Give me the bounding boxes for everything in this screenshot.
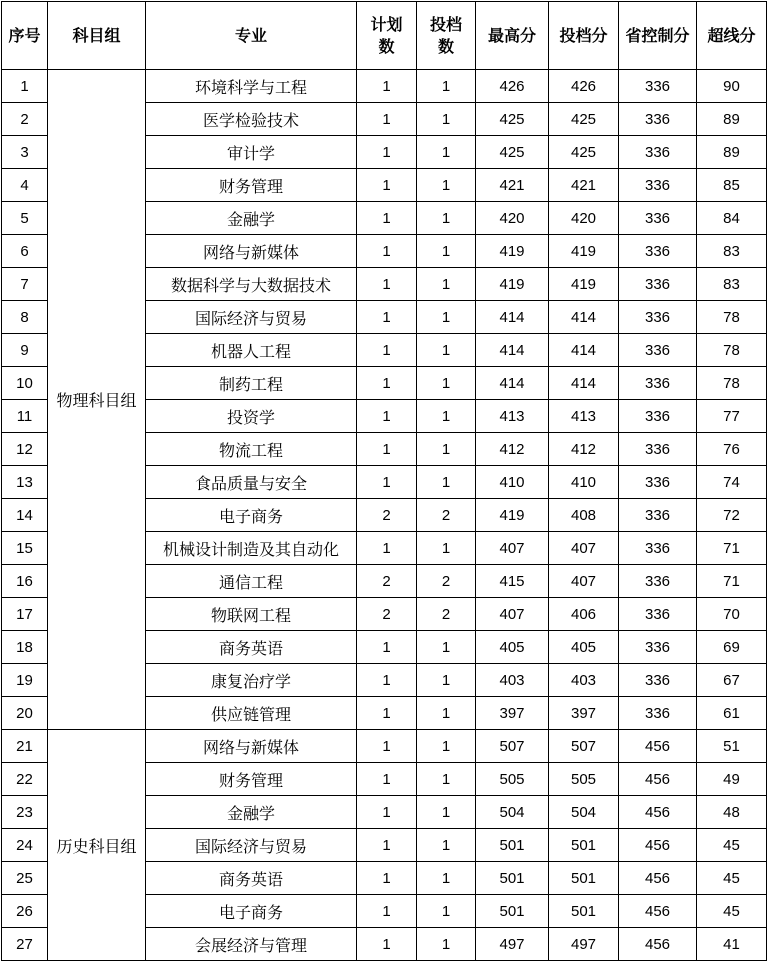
row-control-score: 336 bbox=[619, 103, 697, 136]
row-control-score: 336 bbox=[619, 136, 697, 169]
row-filed-count: 2 bbox=[417, 598, 476, 631]
row-filing-score: 425 bbox=[549, 136, 619, 169]
row-control-score: 456 bbox=[619, 829, 697, 862]
row-plan-count: 2 bbox=[357, 565, 417, 598]
row-over-line: 83 bbox=[697, 268, 767, 301]
row-plan-count: 1 bbox=[357, 763, 417, 796]
row-filed-count: 1 bbox=[417, 466, 476, 499]
row-filed-count: 1 bbox=[417, 103, 476, 136]
row-over-line: 67 bbox=[697, 664, 767, 697]
row-filed-count: 1 bbox=[417, 862, 476, 895]
row-filing-score: 507 bbox=[549, 730, 619, 763]
row-major: 康复治疗学 bbox=[146, 664, 357, 697]
row-major: 商务英语 bbox=[146, 862, 357, 895]
header-max-score: 最高分 bbox=[476, 2, 549, 70]
row-index: 5 bbox=[2, 202, 48, 235]
row-max-score: 504 bbox=[476, 796, 549, 829]
row-filed-count: 1 bbox=[417, 202, 476, 235]
row-control-score: 336 bbox=[619, 367, 697, 400]
row-index: 11 bbox=[2, 400, 48, 433]
row-over-line: 69 bbox=[697, 631, 767, 664]
row-over-line: 76 bbox=[697, 433, 767, 466]
row-plan-count: 1 bbox=[357, 697, 417, 730]
row-filed-count: 1 bbox=[417, 664, 476, 697]
row-max-score: 410 bbox=[476, 466, 549, 499]
row-index: 26 bbox=[2, 895, 48, 928]
row-plan-count: 1 bbox=[357, 862, 417, 895]
row-control-score: 336 bbox=[619, 301, 697, 334]
row-over-line: 74 bbox=[697, 466, 767, 499]
row-major: 金融学 bbox=[146, 202, 357, 235]
row-filing-score: 425 bbox=[549, 103, 619, 136]
row-plan-count: 2 bbox=[357, 499, 417, 532]
row-plan-count: 1 bbox=[357, 532, 417, 565]
row-plan-count: 1 bbox=[357, 169, 417, 202]
row-over-line: 45 bbox=[697, 829, 767, 862]
row-major: 审计学 bbox=[146, 136, 357, 169]
row-major: 电子商务 bbox=[146, 499, 357, 532]
row-index: 3 bbox=[2, 136, 48, 169]
row-index: 14 bbox=[2, 499, 48, 532]
row-max-score: 407 bbox=[476, 598, 549, 631]
row-major: 国际经济与贸易 bbox=[146, 301, 357, 334]
row-control-score: 456 bbox=[619, 730, 697, 763]
row-over-line: 89 bbox=[697, 103, 767, 136]
row-index: 23 bbox=[2, 796, 48, 829]
row-plan-count: 1 bbox=[357, 202, 417, 235]
row-control-score: 336 bbox=[619, 202, 697, 235]
row-filed-count: 1 bbox=[417, 70, 476, 103]
row-max-score: 501 bbox=[476, 862, 549, 895]
row-index: 12 bbox=[2, 433, 48, 466]
row-index: 25 bbox=[2, 862, 48, 895]
row-control-score: 336 bbox=[619, 169, 697, 202]
row-filed-count: 1 bbox=[417, 136, 476, 169]
row-max-score: 414 bbox=[476, 334, 549, 367]
row-major: 物流工程 bbox=[146, 433, 357, 466]
row-max-score: 412 bbox=[476, 433, 549, 466]
row-over-line: 41 bbox=[697, 928, 767, 961]
row-control-score: 336 bbox=[619, 433, 697, 466]
row-max-score: 419 bbox=[476, 499, 549, 532]
row-filed-count: 1 bbox=[417, 367, 476, 400]
row-filed-count: 1 bbox=[417, 334, 476, 367]
row-major: 医学检验技术 bbox=[146, 103, 357, 136]
row-control-score: 336 bbox=[619, 697, 697, 730]
subject-group-cell: 物理科目组 bbox=[48, 70, 146, 730]
row-major: 数据科学与大数据技术 bbox=[146, 268, 357, 301]
row-filing-score: 397 bbox=[549, 697, 619, 730]
row-over-line: 72 bbox=[697, 499, 767, 532]
row-over-line: 90 bbox=[697, 70, 767, 103]
row-major: 网络与新媒体 bbox=[146, 730, 357, 763]
header-control-score: 省控制分 bbox=[619, 2, 697, 70]
row-control-score: 336 bbox=[619, 235, 697, 268]
row-major: 供应链管理 bbox=[146, 697, 357, 730]
row-filing-score: 414 bbox=[549, 367, 619, 400]
row-filed-count: 2 bbox=[417, 499, 476, 532]
row-major: 机械设计制造及其自动化 bbox=[146, 532, 357, 565]
row-over-line: 83 bbox=[697, 235, 767, 268]
row-over-line: 45 bbox=[697, 862, 767, 895]
row-major: 商务英语 bbox=[146, 631, 357, 664]
row-control-score: 336 bbox=[619, 565, 697, 598]
row-filing-score: 504 bbox=[549, 796, 619, 829]
row-max-score: 426 bbox=[476, 70, 549, 103]
header-major: 专业 bbox=[146, 2, 357, 70]
row-max-score: 425 bbox=[476, 103, 549, 136]
table-body bbox=[2, 70, 767, 961]
row-over-line: 89 bbox=[697, 136, 767, 169]
row-plan-count: 1 bbox=[357, 400, 417, 433]
row-filed-count: 1 bbox=[417, 301, 476, 334]
row-filing-score: 421 bbox=[549, 169, 619, 202]
row-filing-score: 419 bbox=[549, 268, 619, 301]
row-index: 24 bbox=[2, 829, 48, 862]
row-filing-score: 501 bbox=[549, 895, 619, 928]
row-over-line: 85 bbox=[697, 169, 767, 202]
row-max-score: 405 bbox=[476, 631, 549, 664]
table-row bbox=[2, 70, 767, 103]
row-major: 网络与新媒体 bbox=[146, 235, 357, 268]
row-plan-count: 1 bbox=[357, 235, 417, 268]
row-max-score: 419 bbox=[476, 235, 549, 268]
row-major: 国际经济与贸易 bbox=[146, 829, 357, 862]
row-over-line: 71 bbox=[697, 565, 767, 598]
table-header-row bbox=[2, 2, 767, 70]
header-filed-count: 投档数 bbox=[417, 2, 476, 70]
row-index: 19 bbox=[2, 664, 48, 697]
row-max-score: 507 bbox=[476, 730, 549, 763]
row-filed-count: 2 bbox=[417, 565, 476, 598]
row-filing-score: 405 bbox=[549, 631, 619, 664]
row-control-score: 456 bbox=[619, 763, 697, 796]
row-major: 环境科学与工程 bbox=[146, 70, 357, 103]
row-major: 物联网工程 bbox=[146, 598, 357, 631]
row-over-line: 51 bbox=[697, 730, 767, 763]
header-index: 序号 bbox=[2, 2, 48, 70]
row-filed-count: 1 bbox=[417, 433, 476, 466]
header-filing-score: 投档分 bbox=[549, 2, 619, 70]
row-plan-count: 1 bbox=[357, 70, 417, 103]
row-plan-count: 1 bbox=[357, 103, 417, 136]
subject-group-cell: 历史科目组 bbox=[48, 730, 146, 961]
row-index: 22 bbox=[2, 763, 48, 796]
row-index: 15 bbox=[2, 532, 48, 565]
row-over-line: 61 bbox=[697, 697, 767, 730]
row-filing-score: 414 bbox=[549, 334, 619, 367]
row-max-score: 407 bbox=[476, 532, 549, 565]
row-over-line: 71 bbox=[697, 532, 767, 565]
row-filed-count: 1 bbox=[417, 268, 476, 301]
row-index: 8 bbox=[2, 301, 48, 334]
row-filed-count: 1 bbox=[417, 532, 476, 565]
row-filing-score: 505 bbox=[549, 763, 619, 796]
row-filing-score: 426 bbox=[549, 70, 619, 103]
row-plan-count: 1 bbox=[357, 466, 417, 499]
row-major: 财务管理 bbox=[146, 169, 357, 202]
row-control-score: 336 bbox=[619, 631, 697, 664]
row-plan-count: 1 bbox=[357, 664, 417, 697]
row-over-line: 45 bbox=[697, 895, 767, 928]
row-control-score: 336 bbox=[619, 664, 697, 697]
row-control-score: 336 bbox=[619, 268, 697, 301]
row-over-line: 77 bbox=[697, 400, 767, 433]
row-index: 2 bbox=[2, 103, 48, 136]
row-index: 20 bbox=[2, 697, 48, 730]
row-index: 13 bbox=[2, 466, 48, 499]
row-filing-score: 407 bbox=[549, 532, 619, 565]
row-control-score: 336 bbox=[619, 499, 697, 532]
row-control-score: 336 bbox=[619, 334, 697, 367]
row-plan-count: 1 bbox=[357, 268, 417, 301]
row-index: 17 bbox=[2, 598, 48, 631]
row-index: 4 bbox=[2, 169, 48, 202]
row-major: 制药工程 bbox=[146, 367, 357, 400]
row-index: 7 bbox=[2, 268, 48, 301]
row-max-score: 419 bbox=[476, 268, 549, 301]
row-over-line: 70 bbox=[697, 598, 767, 631]
row-over-line: 49 bbox=[697, 763, 767, 796]
row-filed-count: 1 bbox=[417, 730, 476, 763]
header-over-line: 超线分 bbox=[697, 2, 767, 70]
row-control-score: 336 bbox=[619, 400, 697, 433]
row-filing-score: 420 bbox=[549, 202, 619, 235]
row-over-line: 78 bbox=[697, 334, 767, 367]
row-index: 21 bbox=[2, 730, 48, 763]
row-plan-count: 1 bbox=[357, 136, 417, 169]
row-index: 18 bbox=[2, 631, 48, 664]
row-major: 电子商务 bbox=[146, 895, 357, 928]
row-major: 财务管理 bbox=[146, 763, 357, 796]
row-major: 食品质量与安全 bbox=[146, 466, 357, 499]
admission-scores-table bbox=[1, 1, 767, 961]
row-max-score: 505 bbox=[476, 763, 549, 796]
row-filing-score: 501 bbox=[549, 862, 619, 895]
row-control-score: 336 bbox=[619, 466, 697, 499]
row-index: 9 bbox=[2, 334, 48, 367]
row-plan-count: 1 bbox=[357, 895, 417, 928]
row-plan-count: 1 bbox=[357, 730, 417, 763]
row-filing-score: 413 bbox=[549, 400, 619, 433]
row-max-score: 403 bbox=[476, 664, 549, 697]
row-max-score: 414 bbox=[476, 301, 549, 334]
row-control-score: 456 bbox=[619, 862, 697, 895]
table-row bbox=[2, 730, 767, 763]
row-max-score: 415 bbox=[476, 565, 549, 598]
row-filed-count: 1 bbox=[417, 829, 476, 862]
row-control-score: 336 bbox=[619, 532, 697, 565]
row-filing-score: 419 bbox=[549, 235, 619, 268]
row-filed-count: 1 bbox=[417, 928, 476, 961]
row-index: 6 bbox=[2, 235, 48, 268]
row-filing-score: 408 bbox=[549, 499, 619, 532]
row-plan-count: 1 bbox=[357, 796, 417, 829]
row-filing-score: 407 bbox=[549, 565, 619, 598]
row-max-score: 420 bbox=[476, 202, 549, 235]
row-max-score: 397 bbox=[476, 697, 549, 730]
row-plan-count: 1 bbox=[357, 433, 417, 466]
row-major: 会展经济与管理 bbox=[146, 928, 357, 961]
row-over-line: 78 bbox=[697, 301, 767, 334]
row-index: 1 bbox=[2, 70, 48, 103]
row-max-score: 501 bbox=[476, 895, 549, 928]
row-filed-count: 1 bbox=[417, 895, 476, 928]
row-filed-count: 1 bbox=[417, 697, 476, 730]
row-max-score: 501 bbox=[476, 829, 549, 862]
row-filing-score: 410 bbox=[549, 466, 619, 499]
row-control-score: 336 bbox=[619, 598, 697, 631]
row-max-score: 414 bbox=[476, 367, 549, 400]
header-plan-count: 计划数 bbox=[357, 2, 417, 70]
row-filed-count: 1 bbox=[417, 235, 476, 268]
row-over-line: 48 bbox=[697, 796, 767, 829]
row-filed-count: 1 bbox=[417, 631, 476, 664]
row-index: 10 bbox=[2, 367, 48, 400]
row-major: 金融学 bbox=[146, 796, 357, 829]
row-major: 通信工程 bbox=[146, 565, 357, 598]
row-control-score: 456 bbox=[619, 796, 697, 829]
row-filed-count: 1 bbox=[417, 400, 476, 433]
row-max-score: 497 bbox=[476, 928, 549, 961]
row-plan-count: 2 bbox=[357, 598, 417, 631]
row-filing-score: 412 bbox=[549, 433, 619, 466]
row-control-score: 456 bbox=[619, 928, 697, 961]
row-filing-score: 403 bbox=[549, 664, 619, 697]
row-plan-count: 1 bbox=[357, 334, 417, 367]
row-filed-count: 1 bbox=[417, 169, 476, 202]
row-filing-score: 501 bbox=[549, 829, 619, 862]
row-max-score: 413 bbox=[476, 400, 549, 433]
row-over-line: 78 bbox=[697, 367, 767, 400]
row-filing-score: 406 bbox=[549, 598, 619, 631]
row-filed-count: 1 bbox=[417, 796, 476, 829]
row-max-score: 421 bbox=[476, 169, 549, 202]
row-over-line: 84 bbox=[697, 202, 767, 235]
row-plan-count: 1 bbox=[357, 367, 417, 400]
row-major: 投资学 bbox=[146, 400, 357, 433]
row-max-score: 425 bbox=[476, 136, 549, 169]
row-plan-count: 1 bbox=[357, 829, 417, 862]
row-index: 27 bbox=[2, 928, 48, 961]
header-subject-group: 科目组 bbox=[48, 2, 146, 70]
row-filed-count: 1 bbox=[417, 763, 476, 796]
row-major: 机器人工程 bbox=[146, 334, 357, 367]
row-plan-count: 1 bbox=[357, 631, 417, 664]
row-filing-score: 497 bbox=[549, 928, 619, 961]
row-plan-count: 1 bbox=[357, 301, 417, 334]
row-filing-score: 414 bbox=[549, 301, 619, 334]
row-plan-count: 1 bbox=[357, 928, 417, 961]
row-control-score: 336 bbox=[619, 70, 697, 103]
row-control-score: 456 bbox=[619, 895, 697, 928]
row-index: 16 bbox=[2, 565, 48, 598]
